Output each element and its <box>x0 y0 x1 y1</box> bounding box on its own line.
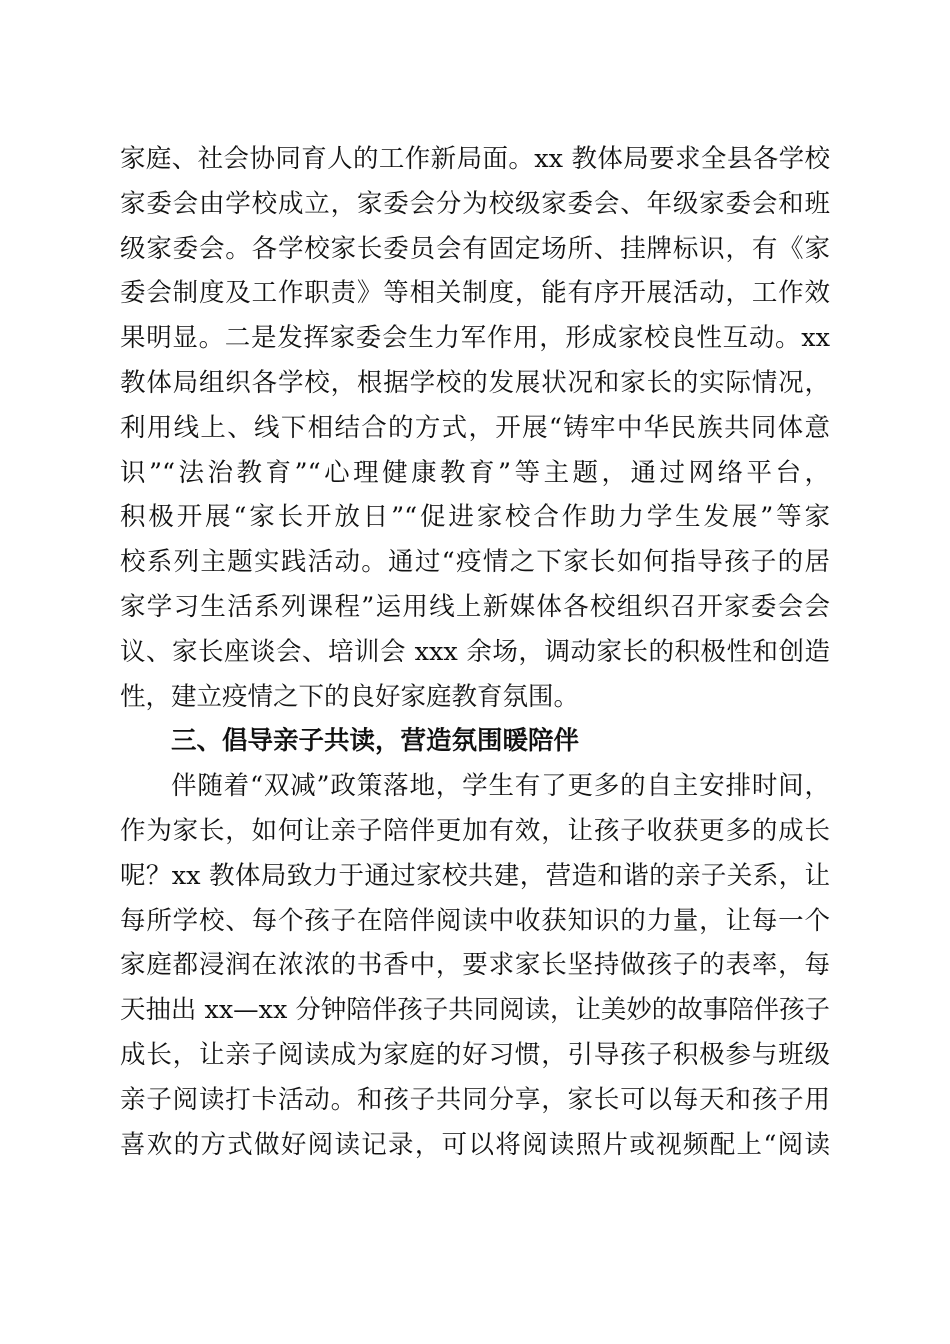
text-line: 议、家长座谈会、培训会 xxx 余场，调动家长的积极性和创造 <box>120 636 830 667</box>
text-line: 家庭都浸润在浓浓的书香中，要求家长坚持做孩子的表率，每 <box>120 950 830 981</box>
text-line: 校系列主题实践活动。通过“疫情之下家长如何指导孩子的居 <box>120 547 830 578</box>
section-heading: 三、倡导亲子共读，营造氛围暖陪伴 <box>171 726 580 757</box>
paragraph-continuation <box>120 137 830 1167</box>
text-line: 呢？xx 教体局致力于通过家校共建，营造和谐的亲子关系，让 <box>120 860 830 891</box>
text-line: 亲子阅读打卡活动。和孩子共同分享，家长可以每天和孩子用 <box>120 1084 830 1115</box>
text-line: 委会制度及工作职责》等相关制度，能有序开展活动，工作效 <box>120 278 830 309</box>
text-line: 喜欢的方式做好阅读记录，可以将阅读照片或视频配上“阅读 <box>120 1129 830 1160</box>
text-line: 教体局组织各学校，根据学校的发展状况和家长的实际情况， <box>120 367 830 398</box>
text-line: 家委会由学校成立，家委会分为校级家委会、年级家委会和班 <box>120 188 830 219</box>
text-line: 家庭、社会协同育人的工作新局面。xx 教体局要求全县各学校 <box>120 144 830 174</box>
text-line: 识”“法治教育”“心理健康教育”等主题，通过网络平台， <box>120 457 830 488</box>
text-line: 利用线上、线下相结合的方式，开展“铸牢中华民族共同体意 <box>120 412 830 443</box>
text-line: 积极开展“家长开放日”“促进家校合作助力学生发展”等家 <box>120 502 830 533</box>
text-line: 伴随着“双减”政策落地，学生有了更多的自主安排时间， <box>171 771 830 802</box>
text-line: 作为家长，如何让亲子陪伴更加有效，让孩子收获更多的成长 <box>120 815 830 846</box>
text-line: 家学习生活系列课程”运用线上新媒体各校组织召开家委会会 <box>120 591 830 622</box>
text-line: 性，建立疫情之下的良好家庭教育氛围。 <box>120 681 580 712</box>
text-line: 每所学校、每个孩子在陪伴阅读中收获知识的力量，让每一个 <box>120 905 830 936</box>
text-line: 天抽出 xx—xx 分钟陪伴孩子共同阅读，让美妙的故事陪伴孩子 <box>120 995 830 1026</box>
text-line: 成长，让亲子阅读成为家庭的好习惯，引导孩子积极参与班级 <box>120 1039 830 1070</box>
text-line: 果明显。二是发挥家委会生力军作用，形成家校良性互动。xx <box>120 323 830 354</box>
text-line: 级家委会。各学校家长委员会有固定场所、挂牌标识，有《家 <box>120 233 830 264</box>
